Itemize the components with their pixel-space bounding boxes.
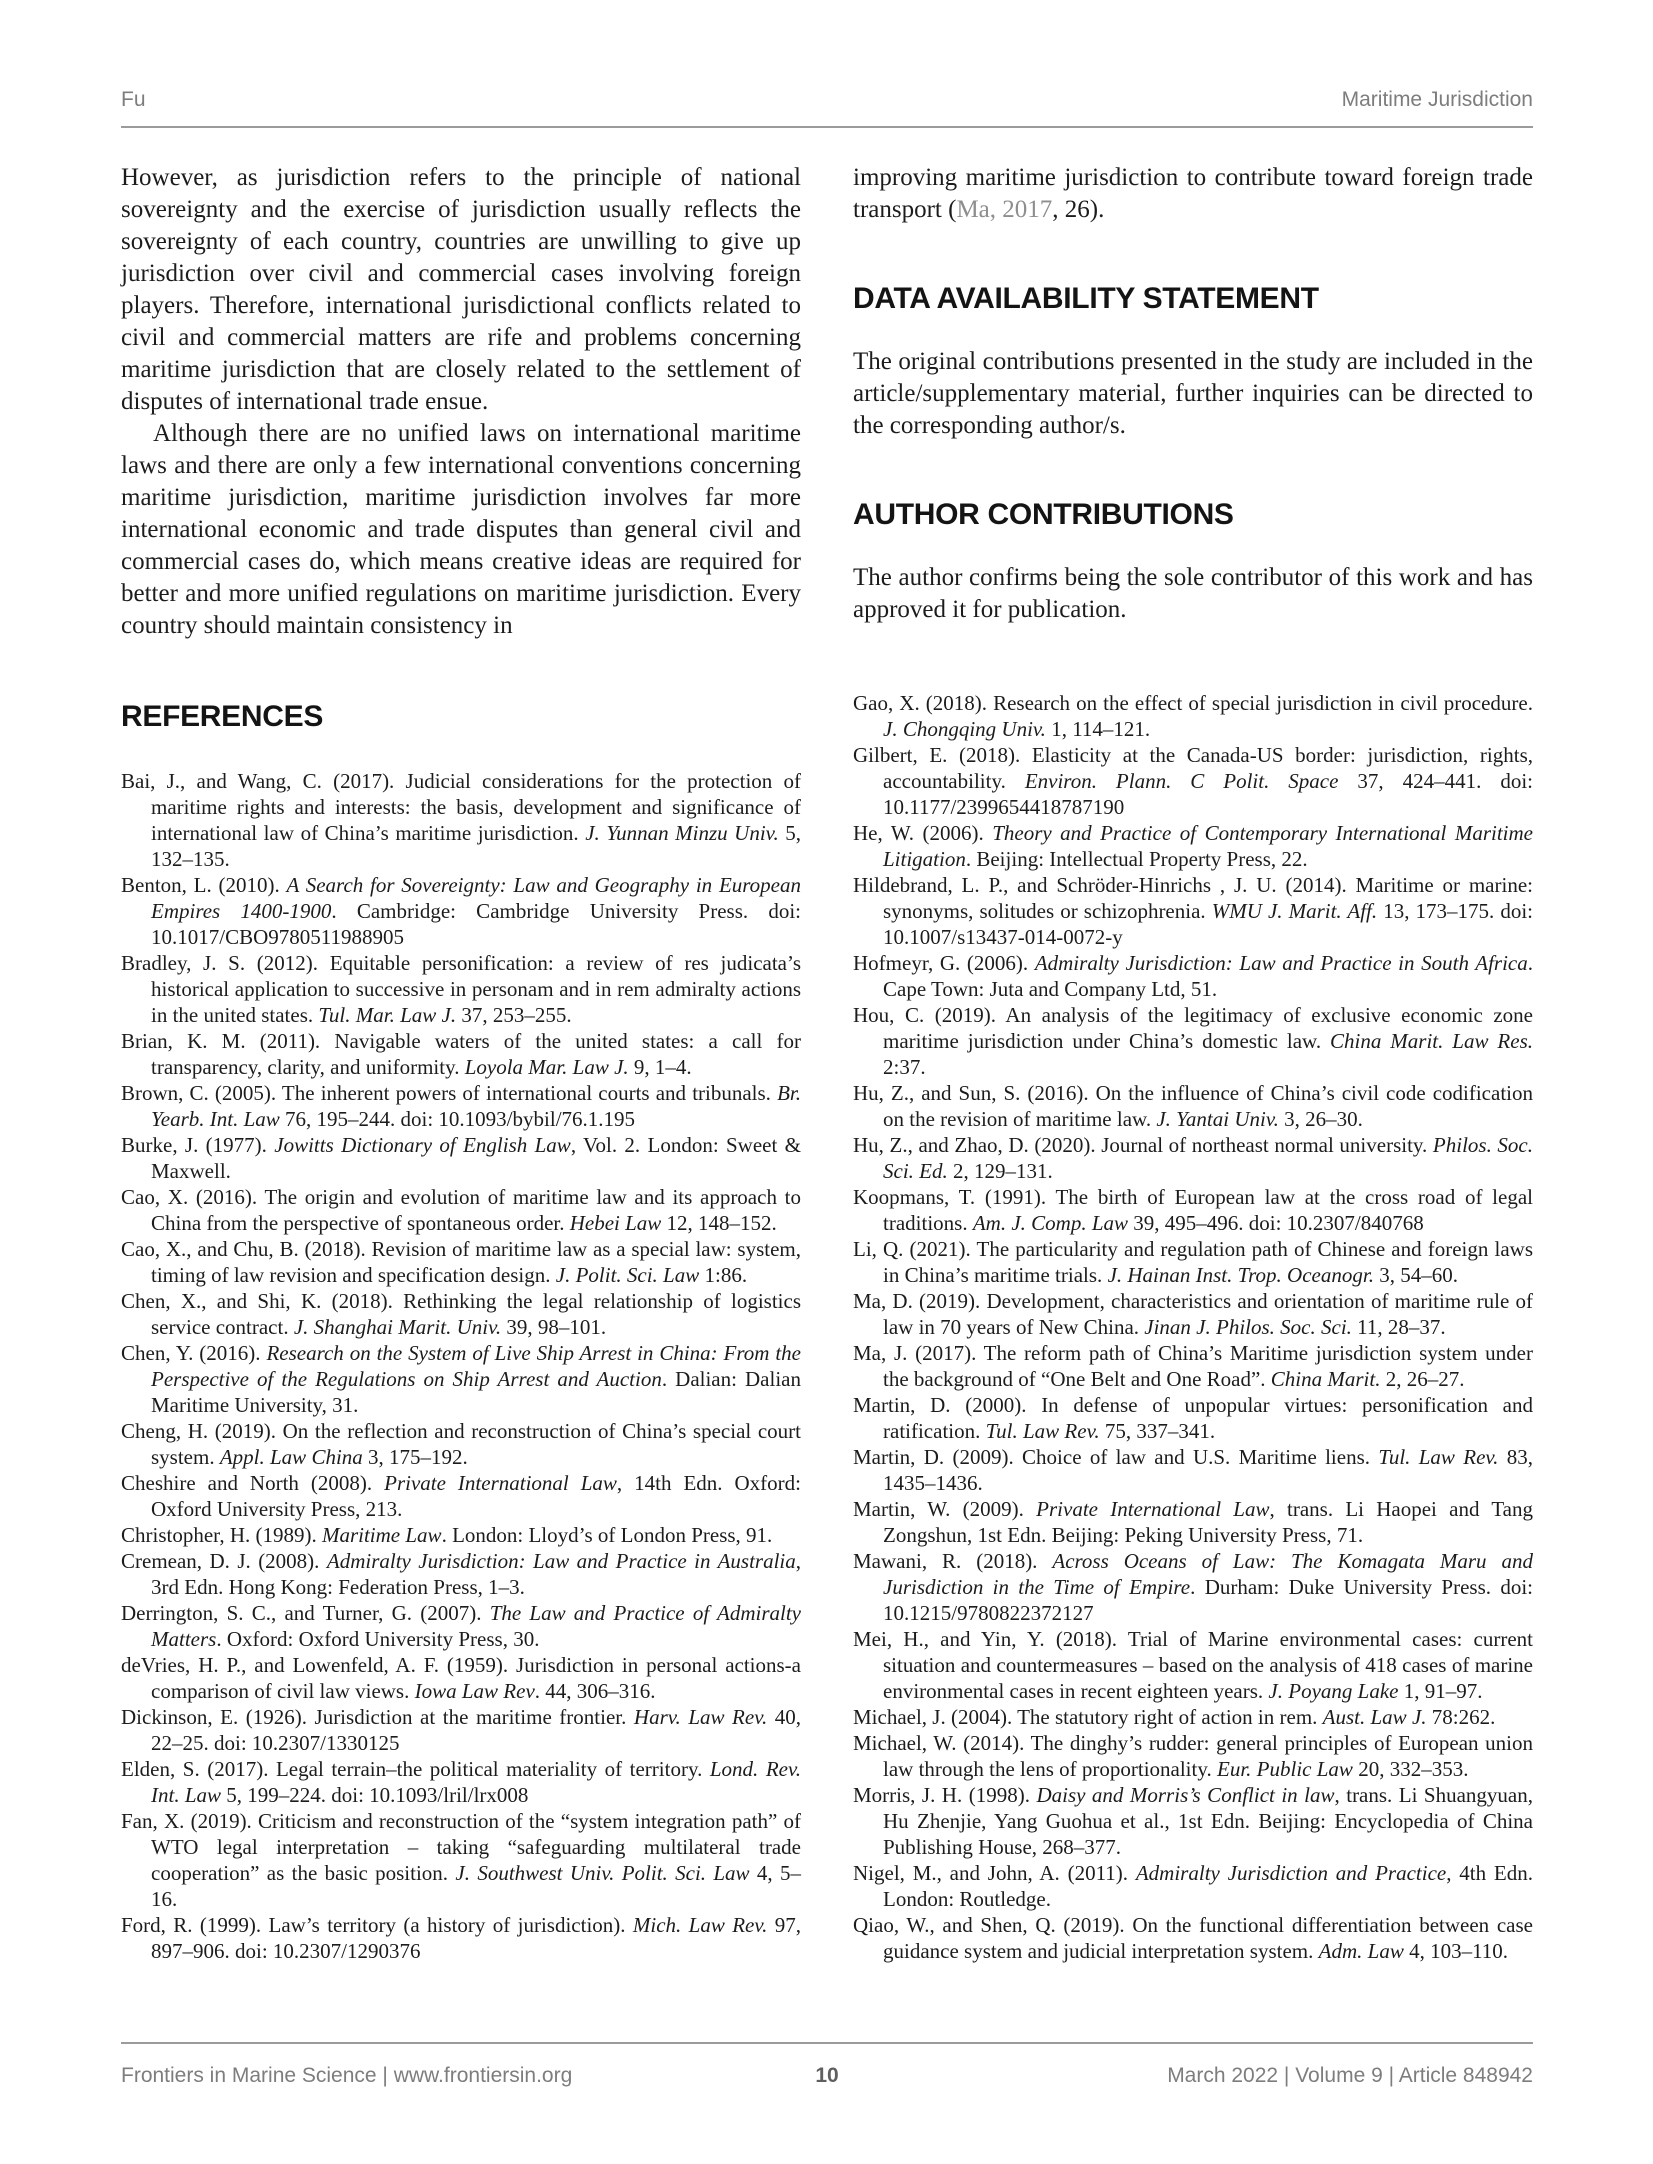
reference-item: Nigel, M., and John, A. (2011). Admiralty Jurisdiction and Practice, 4th Edn. London: Routledge. <box>853 1861 1533 1911</box>
reference-item: Cremean, D. J. (2008). Admiralty Jurisdiction: Law and Practice in Australia, 3rd Edn. Hong Kong: Federation Press, 1–3. <box>121 1549 801 1599</box>
reference-item: Ma, J. (2017). The reform path of China’s Maritime jurisdiction system under the background of “One Belt and One Road”. China Marit. 2, 26–27. <box>853 1341 1533 1391</box>
reference-item: Elden, S. (2017). Legal terrain–the political materiality of territory. Lond. Rev. Int. Law 5, 199–224. doi: 10.1093/lril/lrx008 <box>121 1757 801 1807</box>
reference-item: Li, Q. (2021). The particularity and regulation path of Chinese and foreign laws in China’s maritime trials. J. Hainan Inst. Trop. Oceanogr. 3, 54–60. <box>853 1237 1533 1287</box>
author-contributions-heading: AUTHOR CONTRIBUTIONS <box>853 498 1234 531</box>
reference-item: Martin, D. (2009). Choice of law and U.S. Maritime liens. Tul. Law Rev. 83, 1435–1436. <box>853 1445 1534 1495</box>
journal-name: Frontiers in Marine Science | www.frontiersin.org <box>121 2064 573 2087</box>
author-contributions-body: The author confirms being the sole contributor of this work and has approved it for publication. <box>853 564 1533 623</box>
reference-item: Cao, X., and Chu, B. (2018). Revision of maritime law as a special law: system, timing of law revision and specification design. J. Polit. Sci. Law 1:86. <box>121 1237 801 1287</box>
reference-item: Michael, J. (2004). The statutory right of action in rem. Aust. Law J. 78:262. <box>853 1705 1496 1729</box>
reference-item: Mawani, R. (2018). Across Oceans of Law: The Komagata Maru and Jurisdiction in the Time of Empire. Durham: Duke University Press. doi: 10.1215/9780822372127 <box>853 1549 1534 1625</box>
footer-divider <box>121 2042 1533 2044</box>
page-number: 10 <box>815 2064 839 2087</box>
page-footer <box>121 2064 1533 2088</box>
reference-item: Michael, W. (2014). The dinghy’s rudder: general principles of European union law through the lens of proportionality. Eur. Public Law 20, 332–353. <box>853 1731 1533 1781</box>
reference-item: Chen, X., and Shi, K. (2018). Rethinking the legal relationship of logistics service contract. J. Shanghai Marit. Univ. 39, 98–101. <box>121 1289 801 1339</box>
references-list-left <box>121 768 801 1964</box>
reference-item: Hofmeyr, G. (2006). Admiralty Jurisdiction: Law and Practice in South Africa. Cape Town: Juta and Company Ltd, 51. <box>853 951 1533 1001</box>
reference-item: Qiao, W., and Shen, Q. (2019). On the functional differentiation between case guidance system and judicial interpretation system. Adm. Law 4, 103–110. <box>853 1913 1533 1963</box>
two-column-body <box>121 162 1533 1964</box>
issue-info: March 2022 | Volume 9 | Article 848942 <box>1167 2064 1533 2087</box>
reference-item: Gao, X. (2018). Research on the effect of special jurisdiction in civil procedure. J. Chongqing Univ. 1, 114–121. <box>853 691 1533 741</box>
reference-item: Fan, X. (2019). Criticism and reconstruction of the “system integration path” of WTO legal interpretation – taking “safeguarding multilateral trade cooperation” as the basic position. J. Southwest Univ. Polit. Sci. Law 4, 5–16. <box>121 1809 802 1911</box>
reference-item: Brian, K. M. (2011). Navigable waters of the united states: a call for transparency, clarity, and uniformity. Loyola Mar. Law J. 9, 1–4. <box>121 1029 801 1079</box>
page-header <box>121 88 1533 112</box>
reference-item: Martin, D. (2000). In defense of unpopular virtues: personification and ratification. Tul. Law Rev. 75, 337–341. <box>853 1393 1533 1443</box>
reference-item: Koopmans, T. (1991). The birth of European law at the cross road of legal traditions. Am. J. Comp. Law 39, 495–496. doi: 10.2307/840768 <box>853 1185 1533 1235</box>
reference-item: Gilbert, E. (2018). Elasticity at the Canada-US border: jurisdiction, rights, accountability. Environ. Plann. C Polit. Space 37, 424–441. doi: 10.1177/2399654418787190 <box>853 743 1533 819</box>
reference-item: Cheng, H. (2019). On the reflection and reconstruction of China’s special court system. Appl. Law China 3, 175–192. <box>121 1419 801 1469</box>
running-author: Fu <box>121 88 146 111</box>
reference-item: Hildebrand, L. P., and Schröder-Hinrichs , J. U. (2014). Maritime or marine: synonyms, solitudes or schizophrenia. WMU J. Marit. Aff. 13, 173–175. doi: 10.1007/s13437-014-0072-y <box>853 873 1533 949</box>
data-availability-body: The original contributions presented in the study are included in the article/supplementary material, further inquiries can be directed to the corresponding author/s. <box>853 348 1533 439</box>
reference-item: Chen, Y. (2016). Research on the System of Live Ship Arrest in China: From the Perspective of the Regulations on Ship Arrest and Auction. Dalian: Dalian Maritime University, 31. <box>121 1341 801 1417</box>
reference-item: Bradley, J. S. (2012). Equitable personification: a review of res judicata’s historical application to successive in personam and in rem admiralty actions in the united states. Tul. Mar. Law J. 37, 253–255. <box>121 951 801 1027</box>
reference-item: Dickinson, E. (1926). Jurisdiction at the maritime frontier. Harv. Law Rev. 40, 22–25. doi: 10.2307/1330125 <box>121 1705 802 1755</box>
right-column <box>853 162 1533 1964</box>
header-divider <box>121 126 1533 128</box>
left-column <box>121 162 801 1964</box>
body-paragraph: However, as jurisdiction refers to the principle of national sovereignty and the exercise of jurisdiction usually reflects the sovereignty of each country, countries are unwilling to give up jurisdiction over civil and commercial cases involving foreign players. Therefore, international jurisdictional conflicts related to civil and commercial matters are rife and problems concerning maritime jurisdiction that are closely related to the settlement of disputes of international trade ensue. <box>121 164 801 415</box>
references-list-right <box>853 690 1533 1964</box>
reference-item: Hu, Z., and Sun, S. (2016). On the influence of China’s civil code codification on the revision of maritime law. J. Yantai Univ. 3, 26–30. <box>853 1081 1533 1131</box>
reference-item: Burke, J. (1977). Jowitts Dictionary of English Law, Vol. 2. London: Sweet & Maxwell. <box>121 1133 801 1183</box>
body-paragraph-continuation: improving maritime jurisdiction to contribute toward foreign trade transport (Ma, 2017, 26). <box>853 164 1533 223</box>
reference-item: He, W. (2006). Theory and Practice of Contemporary International Maritime Litigation. Beijing: Intellectual Property Press, 22. <box>853 821 1533 871</box>
reference-item: Derrington, S. C., and Turner, G. (2007). The Law and Practice of Admiralty Matters. Oxford: Oxford University Press, 30. <box>121 1601 801 1651</box>
reference-item: Hou, C. (2019). An analysis of the legitimacy of exclusive economic zone maritime jurisdiction under China’s domestic law. China Marit. Law Res. 2:37. <box>853 1003 1533 1079</box>
reference-item: Mei, H., and Yin, Y. (2018). Trial of Marine environmental cases: current situation and countermeasures – based on the analysis of 418 cases of marine environmental cases in recent eighteen years. J. Poyang Lake 1, 91–97. <box>853 1627 1533 1703</box>
reference-item: Ford, R. (1999). Law’s territory (a history of jurisdiction). Mich. Law Rev. 97, 897–906. doi: 10.2307/1290376 <box>121 1913 801 1963</box>
reference-item: Martin, W. (2009). Private International Law, trans. Li Haopei and Tang Zongshun, 1st Edn. Beijing: Peking University Press, 71. <box>853 1497 1534 1547</box>
reference-item: Cao, X. (2016). The origin and evolution of maritime law and its approach to China from the perspective of spontaneous order. Hebei Law 12, 148–152. <box>121 1185 801 1235</box>
reference-item: deVries, H. P., and Lowenfeld, A. F. (1959). Jurisdiction in personal actions-a comparison of civil law views. Iowa Law Rev. 44, 306–316. <box>121 1653 801 1703</box>
data-availability-heading: DATA AVAILABILITY STATEMENT <box>853 282 1319 315</box>
reference-item: Morris, J. H. (1998). Daisy and Morris’s Conflict in law, trans. Li Shuangyuan, Hu Zhenjie, Yang Guohua et al., 1st Edn. Beijing: Encyclopedia of China Publishing House, 268–377. <box>853 1783 1534 1859</box>
running-title: Maritime Jurisdiction <box>1341 88 1533 111</box>
reference-item: Ma, D. (2019). Development, characteristics and orientation of maritime rule of law in 70 years of New China. Jinan J. Philos. Soc. Sci. 11, 28–37. <box>853 1289 1533 1339</box>
reference-item: Brown, C. (2005). The inherent powers of international courts and tribunals. Br. Yearb. Int. Law 76, 195–244. doi: 10.1093/bybil/76.1.195 <box>121 1081 801 1131</box>
reference-item: Bai, J., and Wang, C. (2017). Judicial considerations for the protection of maritime rights and interests: the basis, development and significance of international law of China’s maritime jurisdiction. J. Yunnan Minzu Univ. 5, 132–135. <box>121 769 802 871</box>
reference-item: Christopher, H. (1989). Maritime Law. London: Lloyd’s of London Press, 91. <box>121 1523 773 1547</box>
reference-item: Benton, L. (2010). A Search for Sovereignty: Law and Geography in European Empires 1400-1900. Cambridge: Cambridge University Press. doi: 10.1017/CBO9780511988905 <box>121 873 801 949</box>
citation-link[interactable]: Ma, 2017 <box>956 196 1053 223</box>
reference-item: Hu, Z., and Zhao, D. (2020). Journal of northeast normal university. Philos. Soc. Sci. Ed. 2, 129–131. <box>853 1133 1533 1183</box>
body-paragraph: Although there are no unified laws on international maritime laws and there are only a few international conventions concerning maritime jurisdiction, maritime jurisdiction involves far more international economic and trade disputes than general civil and commercial cases do, which means creative ideas are required for better and more unified regulations on maritime jurisdiction. Every country should maintain consistency in <box>121 420 801 639</box>
reference-item: Cheshire and North (2008). Private International Law, 14th Edn. Oxford: Oxford University Press, 213. <box>121 1471 801 1521</box>
references-heading: REFERENCES <box>121 700 324 733</box>
